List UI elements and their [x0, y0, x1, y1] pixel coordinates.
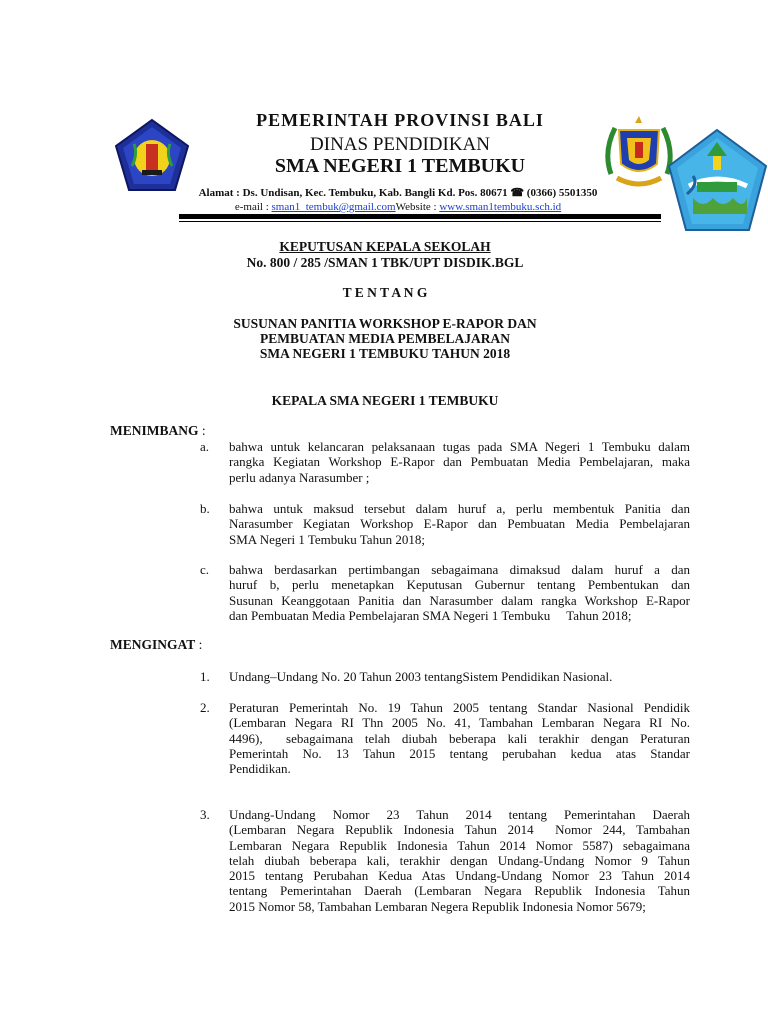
mengingat-marker: 1. [200, 669, 210, 684]
email-link[interactable]: sman1_tembuk@gmail.com [271, 201, 396, 213]
menimbang-c-line: bahwa berdasarkan pertimbangan sebagaimana dimaksud dalam huruf a dan [229, 562, 690, 577]
bangli-regency-emblem-icon [667, 128, 768, 234]
decree-authority: KEPALA SMA NEGERI 1 TEMBUKU [271, 393, 499, 408]
website-label: Website : [395, 201, 440, 213]
decree-subject-line-2: PEMBUATAN MEDIA PEMBELAJARAN [259, 331, 510, 346]
menimbang-item-c [229, 562, 690, 623]
mengingat-2-line: Pemerintah No. 13 Tahun 2015 tentang perubahan kedua atas Standar [229, 745, 690, 761]
letterhead-contact [178, 201, 618, 213]
mengingat-3-line: 2015 tentang Perubahan Kedua Atas Undang-Undang Nomor 23 Tahun 2014 [229, 868, 690, 884]
menimbang-b-line: bahwa untuk maksud tersebut dalam huruf a, perlu membentuk Panitia dan [229, 501, 690, 516]
mengingat-2-line: (Lembaran Negara RI Thn 2005 No. 41, Tambahan Lembaran Negara RI No. [229, 715, 690, 731]
mengingat-1-line: Undang–Undang No. 20 Tahun 2003 tentangSistem Pendidikan Nasional. [229, 669, 613, 684]
section-mengingat [110, 637, 202, 653]
letterhead-agency: DINAS PENDIDIKAN [310, 134, 490, 155]
email-label: e-mail : [234, 201, 272, 213]
mengingat-3-line: (Lembaran Negara Republik Indonesia Tahun 2014 Nomor 244, Tambahan [229, 822, 690, 838]
decree-number: No. 800 / 285 /SMAN 1 TBK/UPT DISDIK.BGL [246, 255, 524, 270]
mengingat-3-line: 2015 Nomor 58, Tambahan Lembaran Negera Republik Indonesia Nomor 5679; [229, 898, 646, 914]
mengingat-item-1 [229, 669, 690, 684]
decree-tentang: T E N T A N G [342, 285, 428, 300]
mengingat-3-line: tentang Pemerintahan Daerah (Lembaran Negara Republik Indonesia Tahun [229, 883, 690, 899]
section-menimbang [110, 423, 206, 439]
menimbang-a-line: bahwa untuk kelancaran pelaksanaan tugas pada SMA Negeri 1 Tembuku dalam [229, 439, 690, 454]
menimbang-a-line: rangka Kegiatan Workshop E-Rapor dan Pembuatan Media Pembelajaran, maka [229, 454, 690, 470]
mengingat-3-line: telah diubah beberapa kali, terakhir dengan Undang-Undang Nomor 9 Tahun [229, 852, 690, 868]
letterhead-address: Alamat : Ds. Undisan, Kec. Tembuku, Kab. Bangli Kd. Pos. 80671 ☎ (0366) 5501350 [198, 187, 598, 199]
mengingat-2-line: Pendidikan. [229, 761, 291, 777]
menimbang-b-line: Narasumber Kegiatan Workshop E-Rapor dan Pembuatan Media Pembelajaran [229, 516, 690, 532]
letterhead-school: SMA NEGERI 1 TEMBUKU [274, 155, 526, 177]
mengingat-item-3 [229, 807, 690, 914]
mengingat-marker: 3. [200, 807, 210, 822]
mengingat-2-line: 4496), sebagaimana telah diubah beberapa kali terakhir dengan Peraturan [229, 730, 690, 746]
letterhead-province: PEMERINTAH PROVINSI BALI [256, 110, 544, 130]
mengingat-item-2 [229, 700, 690, 776]
menimbang-c-line: dan Pembuatan Media Pembelajaran SMA Negeri 1 Tembuku Tahun 2018; [229, 607, 632, 623]
menimbang-marker: b. [200, 501, 210, 516]
mengingat-2-line: Peraturan Pemerintah No. 19 Tahun 2005 tentang Standar Nasional Pendidik [229, 700, 690, 715]
website-link[interactable]: www.sman1tembuku.sch.id [439, 201, 562, 213]
mengingat-marker: 2. [200, 700, 210, 715]
decree-subject-line-1: SUSUNAN PANITIA WORKSHOP E-RAPOR DAN [233, 316, 537, 331]
menimbang-c-line: Susunan Keanggotaan Panitia dan Narasumber dalam rangka Workshop E-Rapor [229, 592, 690, 608]
menimbang-b-line: SMA Negeri 1 Tembuku Tahun 2018; [229, 531, 425, 547]
section-menimbang-label: MENIMBANG [110, 423, 199, 438]
menimbang-item-b [229, 501, 690, 547]
bali-province-emblem-icon [114, 118, 190, 194]
section-mengingat-label: MENGINGAT [110, 637, 196, 652]
menimbang-a-line: perlu adanya Narasumber ; [229, 469, 370, 485]
menimbang-marker: a. [200, 439, 210, 454]
section-menimbang-colon: : [198, 423, 206, 438]
decree-subject-line-3: SMA NEGERI 1 TEMBUKU TAHUN 2018 [259, 346, 511, 361]
letterhead-divider-thick [179, 214, 661, 219]
letterhead-divider-thin [179, 221, 661, 222]
menimbang-marker: c. [200, 562, 210, 577]
section-mengingat-colon: : [195, 637, 203, 652]
menimbang-item-a [229, 439, 690, 485]
decree-title: KEPUTUSAN KEPALA SEKOLAH [279, 239, 491, 254]
mengingat-3-line: Undang-Undang Nomor 23 Tahun 2014 tentang Pemerintahan Daerah [229, 807, 690, 822]
mengingat-3-line: Lembaran Negara Republik Indonesia Tahun 2014 Nomor 5587) sebagaimana [229, 837, 690, 853]
menimbang-c-line: huruf b, perlu menetapkan Keputusan Gubernur tentang Pembentukan dan [229, 577, 690, 593]
